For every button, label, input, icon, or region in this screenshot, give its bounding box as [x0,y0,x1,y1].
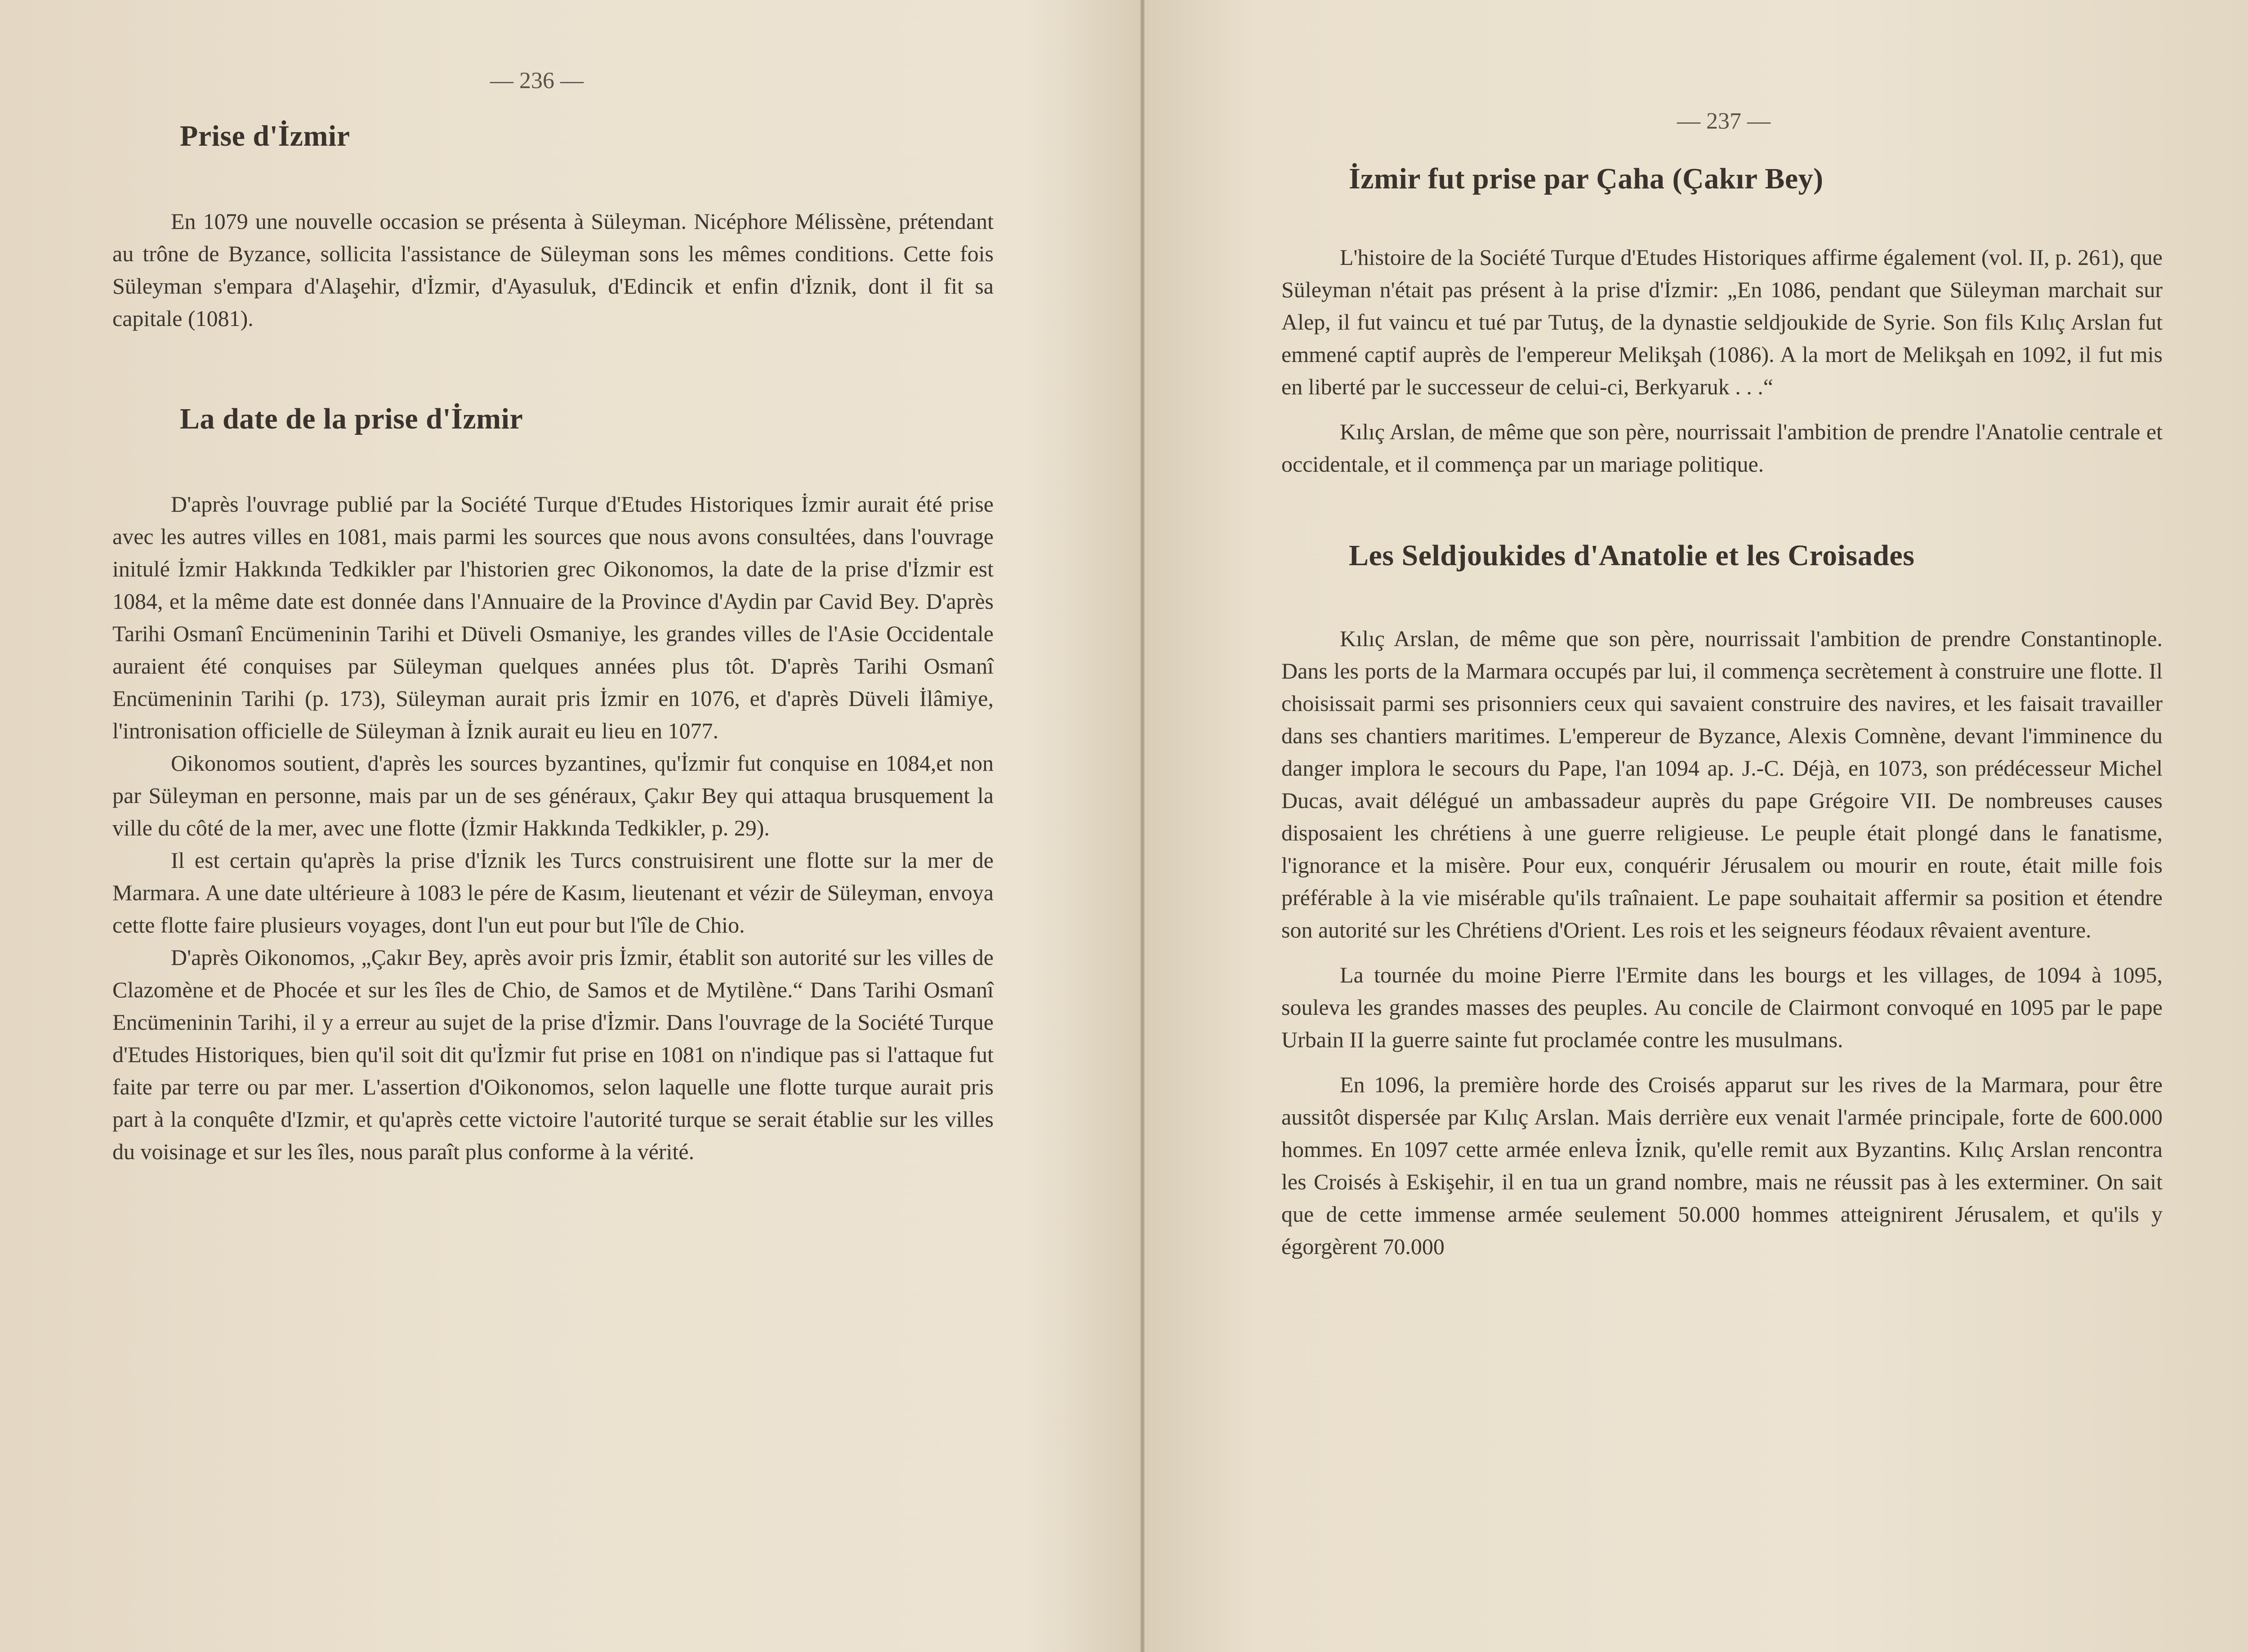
paragraph: D'après l'ouvrage publié par la Société Turque d'Etudes Historiques İzmir aurait été prise avec les autres villes en 1081, mais parmi les sources que nous avons consultées, dans l'ouvrage initulé İzmir Hakkında Tedkikler par l'historien grec Oikonomos, la date de la prise d'İzmir est 1084, et la même date est donnée dans l'Annuaire de la Province d'Aydin par Cavid Bey. D'après Tarihi Osmanî Encümeninin Tarihi et Düveli Osmaniye, les grandes villes de l'Asie Occidentale auraient été conquises par Süleyman quelques années plus tôt. D'après Tarihi Osmanî Encümeninin Tarihi (p. 173), Süleyman aurait pris İzmir en 1076, et d'après Düveli İlâmiye, l'intronisation officielle de Süleyman à İznik aurait eu lieu en 1077. [112,491,994,743]
right-page [1281,0,2163,1652]
book-gutter [1140,0,1145,1652]
paragraph: L'histoire de la Société Turque d'Etudes Historiques affirme également (vol. II, p. 261), que Süleyman n'était pas présent à la prise d'İzmir: „En 1086, pendant que Süleyman marchait sur Alep, il fut vaincu et tué par Tutuş, de la dynastie seldjoukide de Syrie. Son fils Kılıç Arslan fut emmené captif auprès de l'empereur Melikşah (1086). A la mort de Melikşah en 1092, il fut mis en liberté par le successeur de celui-ci, Berkyaruk . . .“ [1281,245,2163,399]
section-heading: İzmir fut prise par Çaha (Çakır Bey) [1349,162,1824,195]
section-heading: Prise d'İzmir [180,120,350,152]
paragraph: Oikonomos soutient, d'après les sources byzantines, qu'İzmir fut conquise en 1084,et non par Süleyman en personne, mais par un de ses généraux, Çakır Bey qui attaqua brusquement la ville du côté de la mer, avec une flotte (İzmir Hakkında Tedkikler, p. 29). [112,750,994,840]
page-number: — 236 — [490,68,584,94]
paragraph: En 1096, la première horde des Croisés apparut sur les rives de la Marmara, pour être aussitôt dispersée par Kılıç Arslan. Mais derrière eux venait l'armée principale, forte de 600.000 hommes. En 1097 cette armée enleva İznik, qu'elle remit aux Byzantins. Kılıç Arslan rencontra les Croisés à Eskişehir, il en tua un grand nombre, mais ne réussit pas à les exterminer. On sait que de cette immense armée seulement 50.000 hommes atteignirent Jérusalem, et qu'ils y égorgèrent 70.000 [1281,1072,2163,1259]
section-heading: Les Seldjoukides d'Anatolie et les Croisades [1349,539,1915,572]
left-page-text [112,119,994,1168]
paragraph: En 1079 une nouvelle occasion se présenta à Süleyman. Nicéphore Mélissène, prétendant au trône de Byzance, sollicita l'assistance de Süleyman sons les mêmes conditions. Cette fois Süleyman s'empara d'Alaşehir, d'İzmir, d'Ayasuluk, d'Edincik et enfin d'İznik, dont il fit sa capitale (1081). [112,209,994,331]
right-page-text [1281,162,2163,1263]
page-number: — 237 — [1677,108,1771,134]
paragraph: Il est certain qu'après la prise d'İznik les Turcs construisirent une flotte sur la mer de Marmara. A une date ultérieure à 1083 le pére de Kasım, lieutenant et vézir de Süleyman, envoya cette flotte faire plusieurs voyages, dont l'un eut pour but l'île de Chio. [112,848,994,938]
paragraph: Kılıç Arslan, de même que son père, nourrissait l'ambition de prendre l'Anatolie centrale et occidentale, et il commença par un mariage politique. [1281,419,2163,477]
section-heading: La date de la prise d'İzmir [180,402,523,435]
paragraph: La tournée du moine Pierre l'Ermite dans les bourgs et les villages, de 1094 à 1095, souleva les grandes masses des peuples. Au concile de Clairmont convoqué en 1095 par le pape Urbain II la guerre sainte fut proclamée contre les musulmans. [1281,962,2163,1052]
paragraph: D'après Oikonomos, „Çakır Bey, après avoir pris İzmir, établit son autorité sur les villes de Clazomène et de Phocée et sur les îles de Chio, de Samos et de Mytilène.“ Dans Tarihi Osmanî Encümeninin Tarihi, il y a erreur au sujet de la prise d'İzmir. Dans l'ouvrage de la Société Turque d'Etudes Historiques, bien qu'il soit dit qu'İzmir fut prise en 1081 on n'indique pas si l'attaque fut faite par terre ou par mer. L'assertion d'Oikonomos, selon laquelle une flotte turque aurait pris part à la conquête d'Izmir, et qu'après cette victoire l'autorité turque se serait établie sur les villes du voisinage et sur les îles, nous paraît plus conforme à la vérité. [112,945,994,1164]
paragraph: Kılıç Arslan, de même que son père, nourrissait l'ambition de prendre Constantinople. Dans les ports de la Marmara occupés par lui, il commença secrètement à construire une flotte. Il choisissait parmi ses prisonniers ceux qui savaient construire des navires, et les faisait travailler dans ses chantiers maritimes. L'empereur de Byzance, Alexis Comnène, devant l'imminence du danger implora le secours du Pape, l'an 1094 ap. J.-C. Déjà, en 1073, son prédécesseur Michel Ducas, avait délégué un ambassadeur auprès du pape Grégoire VII. De nombreuses causes disposaient les chrétiens à une guerre religieuse. Le peuple était plongé dans le fanatisme, l'ignorance et la misère. Pour eux, conquérir Jérusalem ou mourir en route, était mille fois préférable à la vie misérable qu'ils traînaient. Le pape souhaitait affermir sa position et étendre son autorité sur les Chrétiens d'Orient. Les rois et les seigneurs féodaux rêvaient aventure. [1281,626,2163,942]
left-page [112,0,994,1652]
